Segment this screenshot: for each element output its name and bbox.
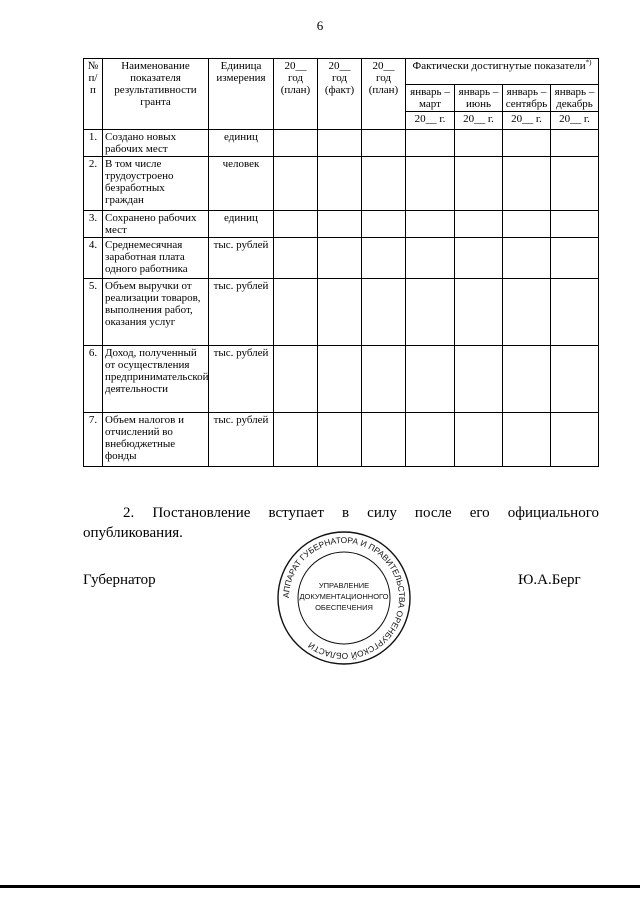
value-cell bbox=[551, 130, 599, 157]
value-cell bbox=[318, 238, 362, 279]
row-unit: тыс. рублей bbox=[209, 279, 274, 346]
value-cell bbox=[362, 279, 406, 346]
value-cell bbox=[455, 157, 503, 211]
value-cell bbox=[503, 413, 551, 467]
value-cell bbox=[274, 130, 318, 157]
seal-stamp bbox=[274, 528, 414, 668]
row-unit: человек bbox=[209, 157, 274, 211]
value-cell bbox=[406, 157, 455, 211]
closing-paragraph: 2. Постановление вступает в силу после его официального опубликования. bbox=[83, 505, 599, 541]
row-num: 6. bbox=[84, 346, 103, 413]
header-year-9m: 20__ г. bbox=[503, 112, 551, 130]
row-num: 4. bbox=[84, 238, 103, 279]
value-cell bbox=[362, 130, 406, 157]
value-cell bbox=[318, 346, 362, 413]
value-cell bbox=[406, 346, 455, 413]
value-cell bbox=[274, 279, 318, 346]
stamp-inner-line-3: ОБЕСПЕЧЕНИЯ bbox=[315, 603, 373, 612]
value-cell bbox=[318, 279, 362, 346]
value-cell bbox=[551, 346, 599, 413]
value-cell bbox=[455, 279, 503, 346]
value-cell bbox=[362, 346, 406, 413]
header-year-h1: 20__ г. bbox=[455, 112, 503, 130]
page-number: 6 bbox=[316, 18, 324, 33]
bottom-border-line bbox=[0, 885, 640, 888]
value-cell bbox=[406, 413, 455, 467]
row-name: Доход, полученный от осуществления предпринимательской деятельности bbox=[103, 346, 209, 413]
value-cell bbox=[362, 413, 406, 467]
row-unit: тыс. рублей bbox=[209, 238, 274, 279]
row-num: 7. bbox=[84, 413, 103, 467]
value-cell bbox=[551, 157, 599, 211]
row-num: 5. bbox=[84, 279, 103, 346]
value-cell bbox=[503, 346, 551, 413]
header-name: Наименование показателя результативности гранта bbox=[103, 59, 209, 130]
header-actual-group bbox=[406, 59, 599, 85]
value-cell bbox=[551, 238, 599, 279]
signatory-title: Губернатор bbox=[83, 572, 156, 588]
table-row bbox=[84, 211, 599, 238]
row-unit: тыс. рублей bbox=[209, 413, 274, 467]
value-cell bbox=[503, 130, 551, 157]
value-cell bbox=[455, 238, 503, 279]
value-cell bbox=[318, 157, 362, 211]
value-cell bbox=[551, 211, 599, 238]
header-period-q1: январь – март bbox=[406, 85, 455, 112]
row-unit: единиц bbox=[209, 211, 274, 238]
value-cell bbox=[503, 157, 551, 211]
header-year-q1: 20__ г. bbox=[406, 112, 455, 130]
value-cell bbox=[551, 413, 599, 467]
stamp-inner-line-2: ДОКУМЕНТАЦИОННОГО bbox=[299, 592, 389, 601]
header-plan-prev: 20__ год (план) bbox=[274, 59, 318, 130]
header-actual-label: Фактически достигнутые показатели bbox=[412, 60, 586, 72]
header-unit: Единица измерения bbox=[209, 59, 274, 130]
table-row bbox=[84, 130, 599, 157]
signatory-name: Ю.А.Берг bbox=[518, 572, 581, 588]
value-cell bbox=[318, 130, 362, 157]
value-cell bbox=[406, 279, 455, 346]
row-name: В том числе трудоустроено безработных граждан bbox=[103, 157, 209, 211]
table-row bbox=[84, 238, 599, 279]
row-unit: тыс. рублей bbox=[209, 346, 274, 413]
value-cell bbox=[503, 238, 551, 279]
value-cell bbox=[274, 157, 318, 211]
table-row bbox=[84, 413, 599, 467]
header-num: № п/п bbox=[84, 59, 103, 130]
header-actual-footnote: *) bbox=[585, 58, 592, 67]
value-cell bbox=[274, 346, 318, 413]
row-name: Объем налогов и отчислений во внебюджетные фонды bbox=[103, 413, 209, 467]
value-cell bbox=[455, 130, 503, 157]
row-unit: единиц bbox=[209, 130, 274, 157]
row-num: 1. bbox=[84, 130, 103, 157]
value-cell bbox=[503, 279, 551, 346]
header-period-h1: январь – июнь bbox=[455, 85, 503, 112]
value-cell bbox=[455, 413, 503, 467]
row-num: 2. bbox=[84, 157, 103, 211]
value-cell bbox=[406, 130, 455, 157]
row-num: 3. bbox=[84, 211, 103, 238]
header-year-y: 20__ г. bbox=[551, 112, 599, 130]
value-cell bbox=[362, 238, 406, 279]
value-cell bbox=[406, 238, 455, 279]
value-cell bbox=[362, 157, 406, 211]
value-cell bbox=[551, 279, 599, 346]
value-cell bbox=[318, 211, 362, 238]
stamp-inner-line-1: УПРАВЛЕНИЕ bbox=[318, 581, 370, 590]
stamp-outer-text: АППАРАТ ГУБЕРНАТОРА И ПРАВИТЕЛЬСТВА ОРЕНБУРГСКОЙ ОБЛАСТИ bbox=[280, 534, 408, 662]
indicators-table bbox=[83, 58, 599, 467]
value-cell bbox=[503, 211, 551, 238]
value-cell bbox=[362, 211, 406, 238]
row-name: Создано новых рабочих мест bbox=[103, 130, 209, 157]
value-cell bbox=[274, 211, 318, 238]
row-name: Среднемесячная заработная плата одного работника bbox=[103, 238, 209, 279]
row-name: Сохранено рабочих мест bbox=[103, 211, 209, 238]
value-cell bbox=[455, 211, 503, 238]
table-row bbox=[84, 346, 599, 413]
header-fact-prev: 20__ год (факт) bbox=[318, 59, 362, 130]
table-row bbox=[84, 157, 599, 211]
header-period-y: январь – декабрь bbox=[551, 85, 599, 112]
row-name: Объем выручки от реализации товаров, выполнения работ, оказания услуг bbox=[103, 279, 209, 346]
header-plan-cur: 20__ год (план) bbox=[362, 59, 406, 130]
header-period-9m: январь – сентябрь bbox=[503, 85, 551, 112]
table-row bbox=[84, 279, 599, 346]
value-cell bbox=[406, 211, 455, 238]
value-cell bbox=[318, 413, 362, 467]
value-cell bbox=[455, 346, 503, 413]
value-cell bbox=[274, 238, 318, 279]
value-cell bbox=[274, 413, 318, 467]
